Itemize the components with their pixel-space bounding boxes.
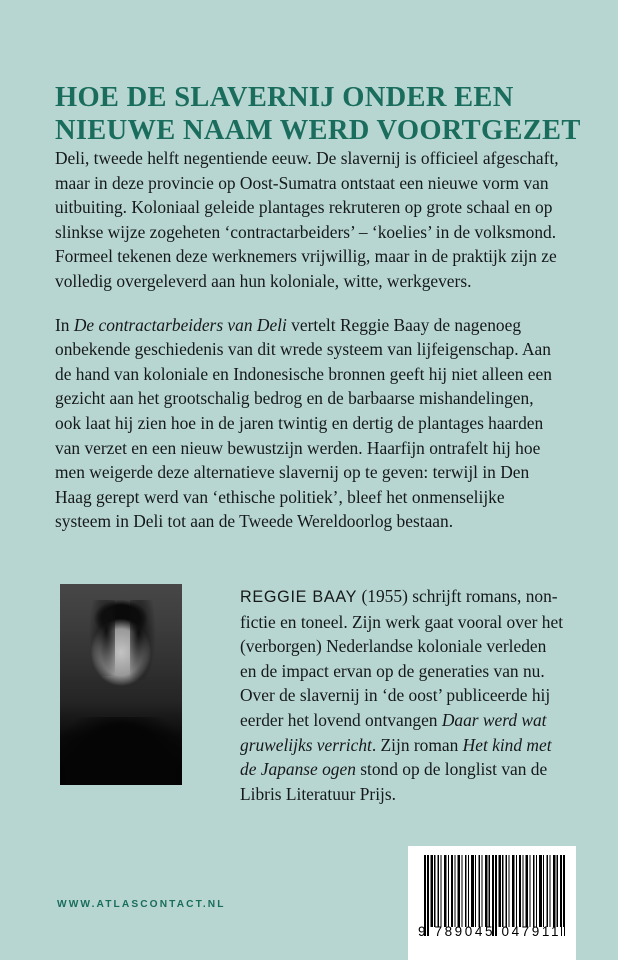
author-name: REGGIE BAAY [240,588,358,606]
author-section [60,584,565,804]
page-title [55,81,581,147]
author-photo [60,584,182,785]
blurb-text [55,146,560,534]
book-title-het-kind-met-de-japanse-ogen: Het kind met de Japanse ogen [240,734,552,780]
author-bio-part-2: . Zijn roman [371,734,463,755]
portrait-shading-right [130,600,159,680]
book-title-daar-werd-wat-gruwelijks-verricht: Daar werd wat gruwelijks verricht [240,709,547,755]
barcode-number: 9 789045 047911 [418,924,562,939]
portrait-shoulders [60,717,182,785]
barcode-area [408,846,576,960]
blurb-paragraph-1: Deli, tweede helft negentiende eeuw. De slavernij is officieel afgeschaft, maar in deze provincie op Oost-Sumatra ontstaat een nieuwe vorm van uitbuiting. Koloniaal geleide plantages rekruteren op grote schaal en op slinkse wijze zogeheten ‘contractarbeiders’ – ‘koelies’ in de volksmond. Formeel tekenen deze werknemers vrijwillig, maar in de praktijk zijn ze volledig overgeleverd aan hun koloniale, witte, werkgevers. [55,148,559,291]
book-title-contractarbeiders: De contractarbeiders van Deli [73,314,287,335]
publisher-website-url[interactable]: WWW.ATLASCONTACT.NL [57,899,226,910]
blurb-paragraph-2 [55,313,560,534]
page-title-line-2: NIEUWE NAAM WERD VOORTGEZET [55,115,581,147]
author-bio-part-3: stond op de longlist van de Libris Literatuur Prijs. [240,759,548,804]
blurb-p2-lead: In [55,314,74,335]
blurb-p2-rest: vertelt Reggie Baay de nagenoeg onbekende geschiedenis van dit wrede systeem van lijfeigenschap. Aan de hand van koloniale en Indonesische bronnen geeft hij niet alleen een gezicht aan het grootschalig bedrog en de barbaarse mishandelingen, ook laat hij zien hoe in de jaren twintig en dertig de plantages haarden van verzet en een nieuw bewustzijn werden. Haarfijn ontrafelt hij hoe men weigerde deze alternatieve slavernij op te geven: terwijl in Den Haag gerept werd van ‘ethische politiek’, bleef het onmenselijke systeem in Deli tot aan de Tweede Wereldoorlog bestaan. [55,314,552,532]
author-bio-part-1: (1955) schrijft romans, non-fictie en toneel. Zijn werk gaat vooral over het (verborgen) Nederlandse koloniale verleden en de impact ervan op de generaties van nu. Over de slavernij in ‘de oost’ publiceerde hij eerder het lovend ontvangen [240,586,564,730]
page-title-line-1: HOE DE SLAVERNIJ ONDER EEN [55,82,514,114]
portrait-shading-left [86,600,115,676]
author-bio-text [240,584,565,806]
